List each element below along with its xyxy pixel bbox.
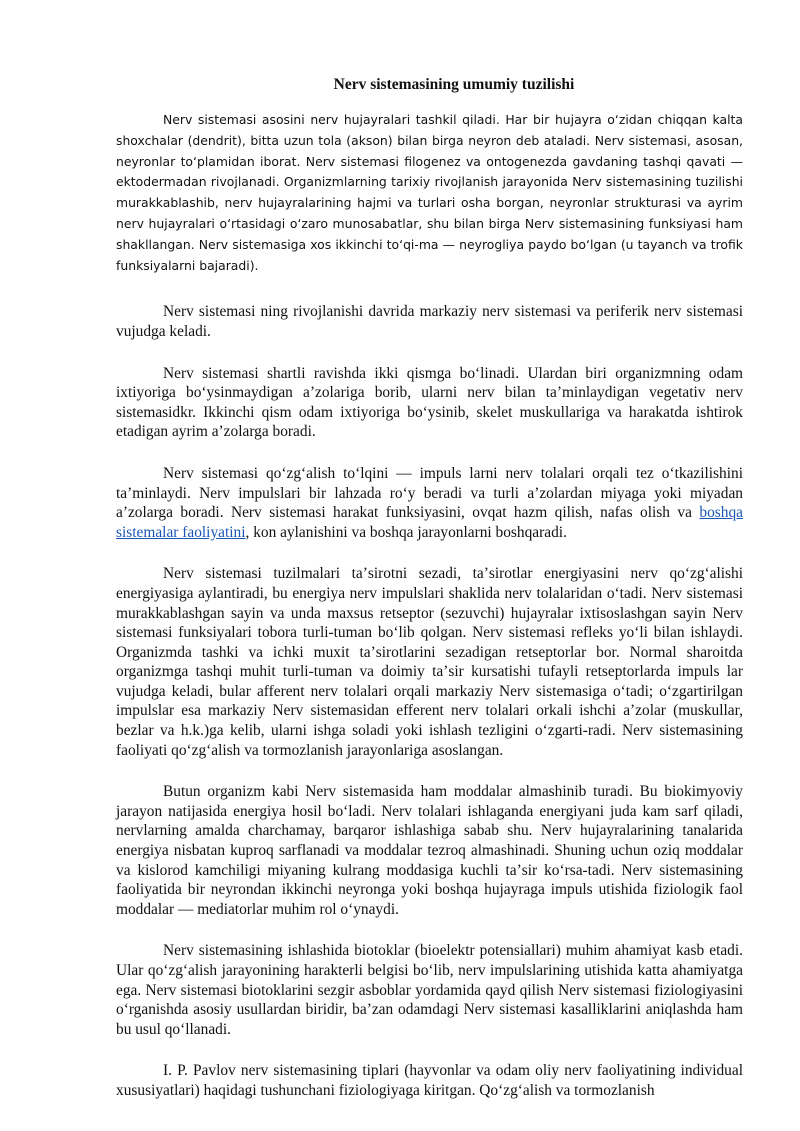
paragraph-impulse-text-end: , kon aylanishini va boshqa jarayonlarni boshqaradi. <box>245 523 567 541</box>
paragraph-development: Nerv sistemasi ning rivojlanishi davrida markaziy nerv sistemasi va periferik nerv sistemasi vujudga keladi. <box>116 303 743 340</box>
paragraph-impulse <box>116 464 743 542</box>
paragraph-structures: Nerv sistemasi tuzilmalari taʼsirotni sezadi, taʼsirotlar energiyasini nerv qoʻzgʻalishi energiyasiga aylantiradi, bu energiya nerv impulslari shaklida nerv tolalaridan oʻtadi. Nerv sistemasi murakkablashgan sayin va unda maxsus retseptor (sezuvchi) hujayralar ixtisoslashgan sayin Nerv sistemasi funksiyalari tobora turli-tuman boʻlib qolgan. Nerv sistemasi refleks yoʻli bilan ishlaydi. Organizmda tashki va ichki muxit taʼsirotlarini sezadigan retseptorlar bor. Normal sharoitda organizmga tashqi muhit turli-tuman va doimiy taʼsir kursatishi tufayli retseptorlarda impuls lar vujudga keladi, bular afferent nerv tolalari orqali markaziy Nerv sistemasiga oʻtadi; oʻzgartirilgan impulslar esa markaziy Nerv sistemasidan efferent nerv tolalari orkali ishchi aʼzolar (muskullar, bezlar va h.k.)ga kelib, ularni ishga soladi yoki ishlash tezligini oʻzgarti-radi. Nerv sistemasining faoliyati qoʻzgʻalish va tormozlanish jarayonlariga asoslangan. <box>116 565 743 759</box>
paragraph-impulse-text: Nerv sistemasi qoʻzgʻalish toʻlqini — impuls larni nerv tolalari orqali tez oʻtkazilishini taʼminlaydi. Nerv impulslari bir lahzada roʻy beradi va turli aʼzolardan miyaga yoki miyadan aʼzolarga boradi. Nerv sistemasi harakat funksiyasini, ovqat hazm qilish, nafas olish va <box>116 464 743 522</box>
paragraph-biocurrents: Nerv sistemasining ishlashida biotoklar (bioelektr potensiallari) muhim ahamiyat kasb etadi. Ular qoʻzgʻalish jarayonining harakterli belgisi boʻlib, nerv impulslarining utishida katta ahamiyatga ega. Nerv sistemasi biotoklarini sezgir asboblar yordamida qayd qilish Nerv sistemasi fiziologiyasini oʻrganishda asosiy usullardan biridir, baʼzan odamdagi Nerv sistemasi kasalliklarini aniqlashda ham bu usul qoʻllanadi. <box>116 942 743 1038</box>
paragraph-metabolism: Butun organizm kabi Nerv sistemasida ham moddalar almashinib turadi. Bu biokimyoviy jarayon natijasida energiya hosil boʻladi. Nerv tolalari ishlaganda energiyani juda kam sarf qiladi, nervlarning amalda charchamay, barqaror ishlashiga sabab shu. Nerv hujayralarining tanalarida energiya nisbatan kuproq sarflanadi va moddalar tezroq almashinadi. Shuning uchun oziq moddalar va kislorod kamchiligi miyaning kulrang moddasiga kuchli taʼsir koʻrsa-tadi. Nerv sistemasining faoliyatida bir neyrondan ikkinchi neyronga yoki boshqa hujayraga impuls utishida fiziologik faol moddalar — mediatorlar muhim rol oʻynaydi. <box>116 783 743 918</box>
paragraph-intro: Nerv sistemasi asosini nerv hujayralari tashkil qiladi. Har bir hujayra oʻzidan chiqqan kalta shoxchalar (dendrit), bitta uzun tola (akson) bilan birga neyron deb ataladi. Nerv sistemasi, asosan, neyronlar toʻplamidan iborat. Nerv sistemasi filogenez va ontogenezda gavdaning tashqi qavati — ektodermadan rivojlanadi. Organizmlarning tarixiy rivojlanish jarayonida Nerv sistemasining tuzilishi murakkablashib, nerv hujayralarining hajmi va turlari osha borgan, neyronlar strukturasi va ayrim nerv hujayralari oʻrtasidagi oʻzaro munosabatlar, shu bilan birga Nerv sistemasining funksiyasi ham shakllangan. Nerv sistemasiga xos ikkinchi toʻqi-ma — neyrogliya paydo boʻlgan (u tayanch va trofik funksiyalarni bajaradi). <box>116 112 743 273</box>
document-body <box>116 110 743 1123</box>
other-systems-link[interactable]: boshqa sistemalar faoliyatini <box>116 504 743 541</box>
paragraph-pavlov: I. P. Pavlov nerv sistemasining tiplari (hayvonlar va odam oliy nerv faoliyatining individual xususiyatlari) haqidagi tushunchani fiziologiyaga kiritgan. Qoʻzgʻalish va tormozlanish <box>116 1062 743 1099</box>
paragraph-division: Nerv sistemasi shartli ravishda ikki qismga boʻlinadi. Ulardan biri organizmning odam ixtiyoriga boʻysinmaydigan aʼzolariga borib, ularni nerv bilan taʼminlaydigan vegetativ nerv sistemasidkr. Ikkinchi qism odam ixtiyoriga boʻysinib, skelet muskullariga va harakatda ishtirok etadigan ayrim aʼzolarga boradi. <box>116 364 743 441</box>
page-title: Nerv sistemasining umumiy tuzilishi <box>333 76 575 93</box>
